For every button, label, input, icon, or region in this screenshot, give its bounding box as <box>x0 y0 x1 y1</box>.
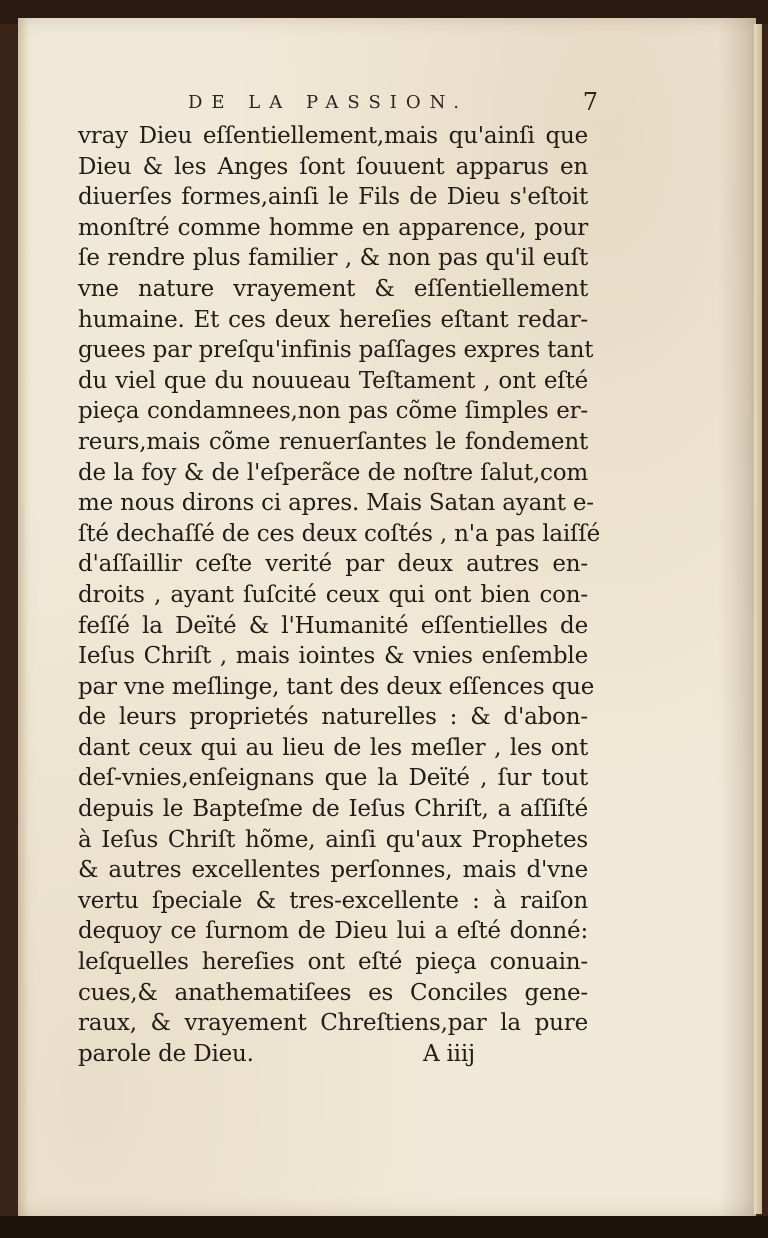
text-line: raux, & vrayement Chreſtiens,par la pure <box>78 1010 588 1037</box>
text-line: d'aſſaillir ceſte verité par deux autres en- <box>78 551 588 578</box>
text-line: me nous dirons ci apres. Mais Satan ayant e- <box>78 490 594 517</box>
text-line: vertu ſpeciale & tres-excellente : à raiſon <box>78 887 588 914</box>
running-title: DE LA PASSION. <box>188 92 468 113</box>
text-line: ſe rendre plus familier , & non pas qu'il euſt <box>78 245 588 272</box>
scan-bottom-border <box>0 1216 768 1238</box>
text-line: pieça condamnees,non pas cõme ſimples er- <box>78 398 588 425</box>
text-line: à Ieſus Chriſt hõme, ainſi qu'aux Prophetes <box>78 826 588 853</box>
text-line: monſtré comme homme en apparence, pour <box>78 214 588 241</box>
text-line: feſſé la Deïté & l'Humanité eſſentielles de <box>78 612 588 639</box>
running-head <box>78 88 598 122</box>
page-number: 7 <box>582 88 598 116</box>
closing-text: parole de Dieu. <box>78 1040 254 1067</box>
text-line: de la foy & de l'eſperãce de noſtre ſalut,com <box>78 459 588 486</box>
text-line: vne nature vrayement & eſſentiellement <box>78 275 588 302</box>
text-line: depuis le Bapteſme de Ieſus Chriſt, a aſſiſté <box>78 796 588 823</box>
text-line: droits , ayant ſuſcité ceux qui ont bien con- <box>78 581 588 608</box>
text-line: du viel que du nouueau Teſtament , ont eſté <box>78 367 588 394</box>
body-text <box>78 121 601 1069</box>
text-line: dequoy ce ſurnom de Dieu lui a eſté donné: <box>78 918 588 945</box>
text-line: Ieſus Chriſt , mais iointes & vnies enſemble <box>78 643 588 670</box>
text-line: diuerſes formes,ainſi le Fils de Dieu s'eſtoit <box>78 184 588 211</box>
text-line: & autres excellentes perſonnes, mais d'vne <box>78 857 588 884</box>
text-line: par vne meſlinge, tant des deux eſſences que <box>78 673 595 700</box>
text-line: de leurs proprietés naturelles : & d'abon- <box>78 704 588 731</box>
text-line: cues,& anathematiſees es Conciles gene- <box>78 979 588 1006</box>
text-line: ſté dechaſſé de ces deux coſtés , n'a pas laiſſé <box>78 520 601 547</box>
text-line: reurs,mais cõme renuerſantes le fondement <box>78 428 588 455</box>
text-line: deſ-vnies,enſeignans que la Deïté , ſur tout <box>78 765 588 792</box>
text-line: guees par preſqu'infinis paſſages expres tant <box>78 337 594 364</box>
book-page <box>18 18 756 1216</box>
text-line: humaine. Et ces deux hereſies eſtant redar- <box>78 306 588 333</box>
signature-mark: A iiij <box>423 1040 475 1067</box>
text-line: Dieu & les Anges ſont ſouuent apparus en <box>78 153 588 180</box>
page-edge <box>754 24 762 1214</box>
text-line: dant ceux qui au lieu de les meſler , les ont <box>78 734 588 761</box>
last-line <box>78 1039 588 1070</box>
text-line: vray Dieu eſſentiellement,mais qu'ainſi que <box>78 123 588 149</box>
text-line: leſquelles hereſies ont eſté pieça conuain- <box>78 949 588 976</box>
